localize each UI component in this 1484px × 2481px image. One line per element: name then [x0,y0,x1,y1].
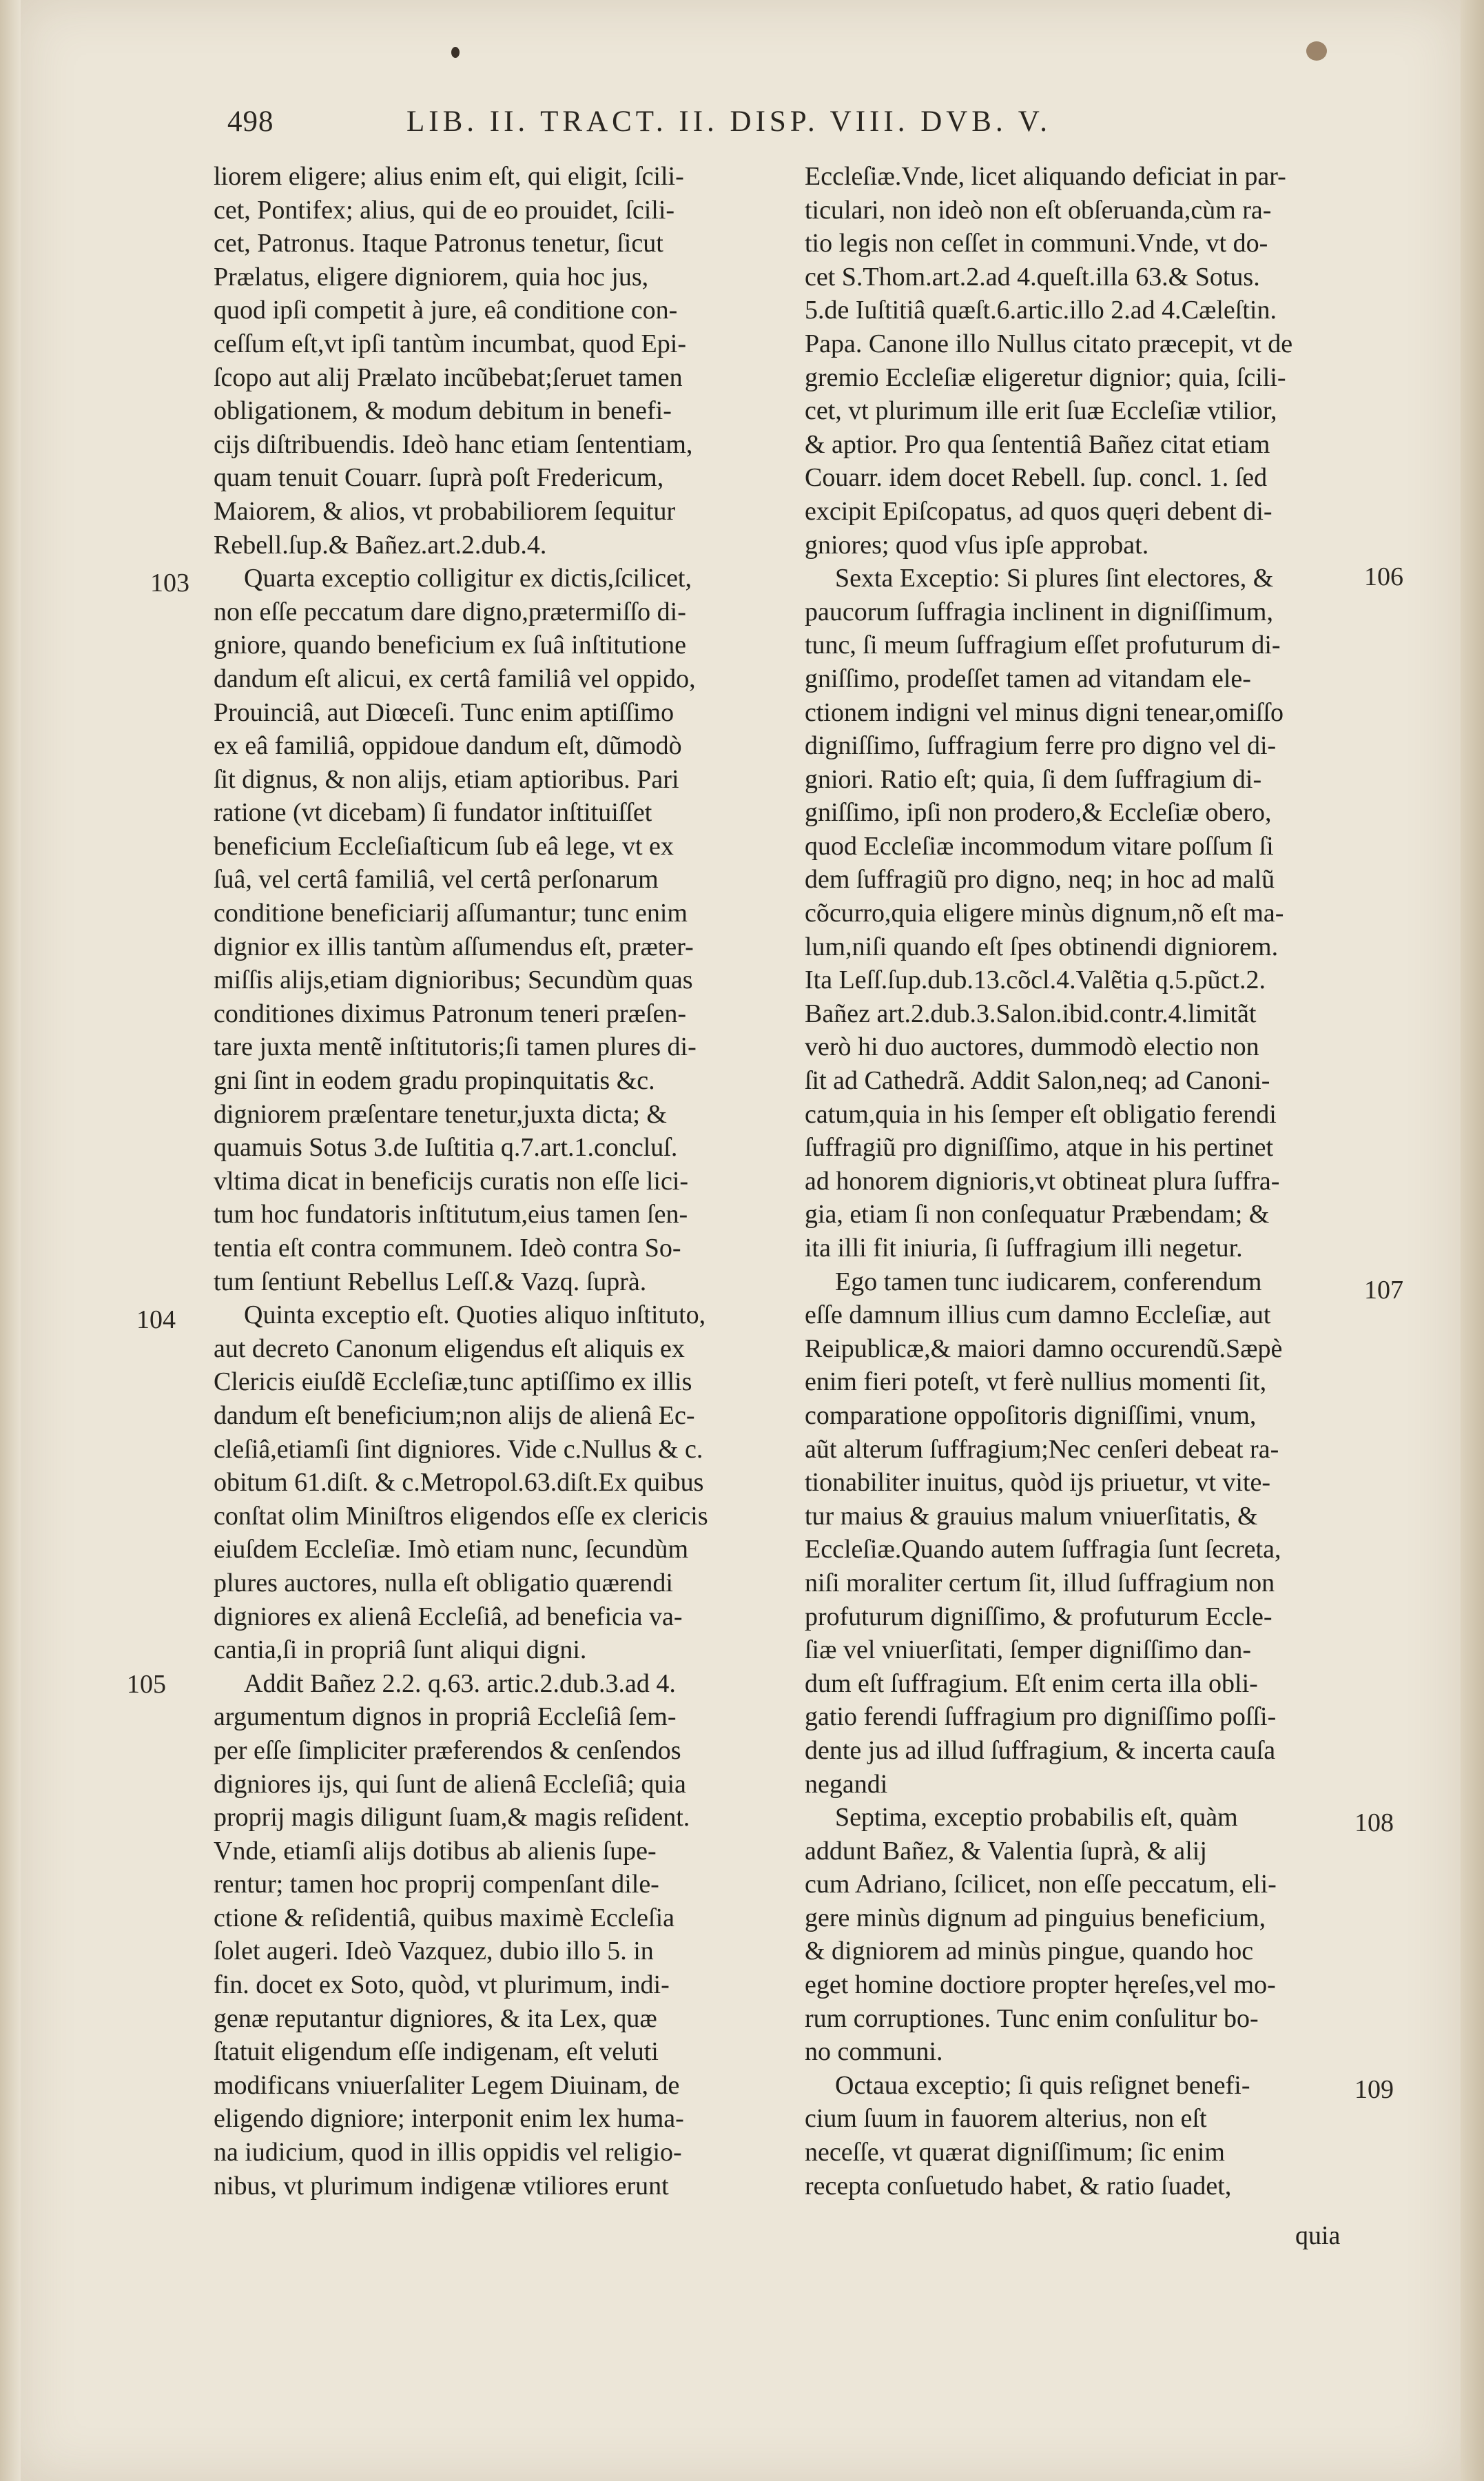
left-column-line: fin. docet ex Soto, quòd, vt plurimum, indi- [214,1970,670,2000]
left-column-line: tare juxta mentẽ inſtitutoris;ſi tamen plures di- [214,1032,697,1062]
left-column-line: genæ reputantur digniores, & ita Lex, quæ [214,2003,657,2033]
right-column-line: cet S.Thom.art.2.ad 4.queſt.illa 63.& Sotus. [805,262,1260,292]
left-column-line: ſuâ, vel certâ familiâ, vel certâ perſonarum [214,865,659,895]
right-column-line: Septima, exceptio probabilis eſt, quàm [835,1803,1238,1832]
left-column-line: proprij magis diligunt ſuam,& magis reſident. [214,1803,690,1832]
right-column-line: & aptior. Pro qua ſententiâ Bañez citat etiam [805,429,1270,459]
right-column-line: gniores; quod vſus ipſe approbat. [805,530,1149,560]
right-column-line: profuturum digniſſimo, & profuturum Eccle- [805,1602,1272,1631]
right-column-line: Ego tamen tunc iudicarem, conferendum [835,1267,1262,1296]
right-column-line: verò hi duo auctores, dummodò electio non [805,1032,1259,1062]
right-column-line: Papa. Canone illo Nullus citato præcepit, vt de [805,329,1293,358]
left-column-line: ſcopo aut alij Prælato incũbebat;ſeruet tamen [214,363,683,392]
left-column-line: quod ipſi competit à jure, eâ conditione con- [214,296,678,325]
right-column-line: 5.de Iuſtitiâ quæſt.6.artic.illo 2.ad 4.Cæleſtin. [805,296,1277,325]
page-number: 498 [227,105,274,138]
right-column-line: Reipublicæ,& maiori damno occurendũ.Sæpè [805,1334,1283,1363]
right-column-line: gremio Eccleſiæ eligeretur dignior; quia, ſcili- [805,363,1286,392]
margin-number-106: 106 [1364,562,1403,591]
right-column-line: cum Adriano, ſcilicet, non eſſe peccatum, eli- [805,1870,1277,1899]
right-column-line: gia, etiam ſi non conſequatur Præbendam; & [805,1200,1270,1229]
left-column-line: tum ſentiunt Rebellus Leſſ.& Vazq. ſuprà. [214,1267,647,1296]
left-column-line: na iudicium, quod in illis oppidis vel religio- [214,2138,682,2167]
left-column-line: conditiones diximus Patronum teneri præſen- [214,999,687,1028]
right-column-line: comparatione oppoſitoris digniſſimi, vnum, [805,1400,1257,1430]
right-column-line: eget homine doctiore propter hęreſes,vel mo- [805,1970,1276,2000]
left-column-line: cet, Patronus. Itaque Patronus tenetur, ſicut [214,229,663,258]
left-column-line: obligationem, & modum debitum in benefi- [214,396,672,426]
right-column-line: Ita Leſſ.ſup.dub.13.cõcl.4.Valẽtia q.5.pũct.2. [805,966,1266,995]
left-column-line: eiuſdem Eccleſiæ. Imò etiam nunc, ſecundùm [214,1535,689,1564]
right-column-line: dem ſuffragiũ pro digno, neq; in hoc ad malũ [805,865,1275,895]
right-column-line: tionabiliter inuitus, quòd ijs priuetur, vt vite- [805,1468,1271,1498]
right-column-line: niſi moraliter certum ſit, illud ſuffragium non [805,1568,1275,1597]
right-column-line: excipit Epiſcopatus, ad quos quęri debent di- [805,496,1272,526]
right-column-line: Octaua exceptio; ſi quis reſignet benefi- [835,2070,1250,2100]
left-column-line: aut decreto Canonum eligendus eſt aliquis ex [214,1334,685,1363]
right-column-line: ctionem indigni vel minus digni tenear,omiſſo [805,697,1284,727]
right-column-line: rum corruptiones. Tunc enim conſulitur bo- [805,2003,1259,2033]
right-column-line: neceſſe, vt quærat digniſſimum; ſic enim [805,2138,1225,2167]
right-column-line: no communi. [805,2037,943,2067]
right-text-column [805,160,1349,2203]
right-column-line: Eccleſiæ.Vnde, licet aliquando deficiat in par- [805,162,1286,191]
left-column-line: beneficium Eccleſiaſticum ſub eâ lege, vt ex [214,831,674,861]
left-column-line: conditione beneficiarij aſſumantur; tunc enim [214,899,688,928]
left-column-line: Prouinciâ, aut Diœceſi. Tunc enim aptiſſimo [214,697,674,727]
page-edge-right [1461,0,1484,2481]
right-column-line: cõcurro,quia eligere minùs dignum,nõ eſt ma- [805,899,1284,928]
right-column-line: & digniorem ad minùs pingue, quando hoc [805,1937,1254,1966]
left-column-line: ſit dignus, & non alijs, etiam aptioribus. Pari [214,764,679,794]
left-column-line: rentur; tamen hoc proprij compenſant dile- [214,1870,659,1899]
left-column-line: liorem eligere; alius enim eſt, qui eligit, ſcili- [214,162,684,191]
right-column-line: tunc, ſi meum ſuffragium eſſet profuturum di- [805,631,1281,660]
left-column-line: Addit Bañez 2.2. q.63. artic.2.dub.3.ad 4. [244,1668,676,1698]
left-column-line: ſtatuit eligendum eſſe indigenam, eſt veluti [214,2037,659,2067]
left-column-line: obitum 61.diſt. & c.Metropol.63.diſt.Ex quibus [214,1468,704,1498]
left-column-line: digniorem præſentare tenetur,juxta dicta; & [214,1099,667,1129]
margin-number-109: 109 [1354,2075,1394,2104]
right-column-line: ad honorem dignioris,vt obtineat plura ſuffra- [805,1166,1280,1196]
right-column-line: paucorum ſuffragia inclinent in digniſſimum, [805,597,1273,626]
right-column-line: quod Eccleſiæ incommodum vitare poſſum ſi [805,831,1274,861]
left-column-line: Quinta exceptio eſt. Quoties aliquo inſtituto, [244,1300,706,1330]
margin-number-107: 107 [1364,1276,1403,1305]
left-column-line: nibus, vt plurimum indigenæ vtiliores erunt [214,2171,669,2201]
left-text-column [214,160,758,2203]
left-column-line: Quarta exceptio colligitur ex dictis,ſcilicet, [244,564,692,593]
left-column-line: quamuis Sotus 3.de Iuſtitia q.7.art.1.concluſ. [214,1133,678,1163]
left-column-line: ratione (vt dicebam) ſi fundator inſtituiſſet [214,798,652,828]
left-column-line: digniores ijs, qui ſunt de alienâ Eccleſiâ; quia [214,1769,686,1799]
right-column-line: dum eſt ſuffragium. Eſt enim certa illa obli- [805,1668,1258,1698]
right-column-line: gniſſimo, prodeſſet tamen ad vitandam ele- [805,664,1251,693]
left-column-line: cijs diſtribuendis. Ideò hanc etiam ſententiam, [214,429,693,459]
right-column-line: cet, vt plurimum ille erit ſuæ Eccleſiæ vtilior, [805,396,1277,426]
right-column-line: Eccleſiæ.Quando autem ſuffragia ſunt ſecreta, [805,1535,1281,1564]
margin-number-108: 108 [1354,1808,1394,1837]
right-column-line: negandi [805,1769,888,1799]
left-column-line: Clericis eiuſdẽ Eccleſiæ,tunc aptiſſimo ex illis [214,1367,692,1397]
left-column-line: tum hoc fundatoris inſtitutum,eius tamen ſen- [214,1200,688,1229]
left-column-line: per eſſe ſimpliciter præferendos & cenſendos [214,1735,681,1765]
catchword: quia [1295,2221,1341,2250]
left-column-line: digniores ex alienâ Eccleſiâ, ad beneficia va- [214,1602,683,1631]
right-column-line: dente jus ad illud ſuffragium, & incerta cauſa [805,1735,1276,1765]
left-column-line: non eſſe peccatum dare digno,prætermiſſo di- [214,597,686,626]
margin-number-103: 103 [150,569,189,598]
right-column-line: ticulari, non ideò non eſt obſeruanda,cùm ra- [805,195,1272,225]
right-column-line: Sexta Exceptio: Si plures ſint electores, & [835,564,1274,593]
left-column-line: quam tenuit Couarr. ſuprà poſt Fredericum, [214,463,664,493]
foxing-spot [1306,41,1327,61]
right-column-line: gniori. Ratio eſt; quia, ſi dem ſuffragium di- [805,764,1262,794]
left-column-line: ctione & reſidentiâ, quibus maximè Eccleſia [214,1903,674,1932]
left-column-line: plures auctores, nulla eſt obligatio quærendi [214,1568,673,1597]
right-column-line: catum,quia in his ſemper eſt obligatio ferendi [805,1099,1277,1129]
right-column-line: ſiæ vel vniuerſitati, ſemper digniſſimo dan- [805,1635,1251,1665]
right-column-line: digniſſimo, ſuffragium ferre pro digno vel di- [805,731,1277,761]
running-header [227,105,1302,153]
right-column-line: tio legis non ceſſet in communi.Vnde, vt do- [805,229,1268,258]
right-column-line: gatio ferendi ſuffragium pro digniſſimo poſſi- [805,1702,1277,1732]
left-column-line: ex eâ familiâ, oppidoue dandum eſt, dũmodò [214,731,682,761]
left-column-line: ceſſum eſt,vt ipſi tantùm incumbat, quod Epi- [214,329,686,358]
left-column-line: gniore, quando beneficium ex ſuâ inſtitutione [214,631,686,660]
left-column-line: conſtat olim Miniſtros eligendos eſſe ex clericis [214,1501,708,1531]
right-column-line: enim fieri poteſt, vt ferè nullius momenti ſit, [805,1367,1267,1397]
right-column-line: Couarr. idem docet Rebell. ſup. concl. 1. ſed [805,463,1268,493]
right-column-line: ita illi fit iniuria, ſi ſuffragium illi negetur. [805,1234,1243,1263]
right-column-line: lum,niſi quando eſt ſpes obtinendi digniorem. [805,932,1279,961]
right-column-line: cium ſuum in fauorem alterius, non eſt [805,2104,1207,2134]
right-column-line: ſit ad Cathedrã. Addit Salon,neq; ad Canoni- [805,1066,1270,1096]
left-column-line: tentia eſt contra communem. Ideò contra So- [214,1234,681,1263]
left-column-line: cleſiâ,etiamſi ſint digniores. Vide c.Nullus & c. [214,1434,703,1464]
left-column-line: miſſis alijs,etiam dignioribus; Secundùm quas [214,966,693,995]
right-column-line: addunt Bañez, & Valentia ſuprà, & alij [805,1836,1207,1866]
left-column-line: eligendo digniore; interponit enim lex huma- [214,2104,684,2134]
right-column-line: eſſe damnum illius cum damno Eccleſiæ, aut [805,1300,1271,1330]
left-column-line: dignior ex illis tantùm aſſumendus eſt, præter- [214,932,694,961]
margin-number-105: 105 [127,1670,166,1699]
left-column-line: dandum eſt beneficium;non alijs de alienâ Ec- [214,1400,695,1430]
right-column-line: gniſſimo, ipſi non prodero,& Eccleſiæ obero, [805,798,1272,828]
left-column-line: gni ſint in eodem gradu propinquitatis &c. [214,1066,655,1096]
left-column-line: cantia,ſi in propriâ ſunt aliqui digni. [214,1635,587,1665]
right-column-line: gere minùs dignum ad pinguius beneficium, [805,1903,1266,1932]
left-column-line: Maiorem, & alios, vt probabiliorem ſequitur [214,496,676,526]
right-column-line: aũt alterum ſuffragium;Nec cenſeri debeat ra- [805,1434,1279,1464]
left-column-line: modificans vniuerſaliter Legem Diuinam, de [214,2070,680,2100]
left-column-line: argumentum dignos in propriâ Eccleſiâ ſem- [214,1702,677,1732]
left-column-line: Vnde, etiamſi alijs dotibus ab alienis ſupe- [214,1836,657,1866]
left-column-line: dandum eſt alicui, ex certâ familiâ vel oppido, [214,664,696,693]
ink-spot [451,47,460,58]
right-column-line: recepta conſuetudo habet, & ratio ſuadet, [805,2171,1232,2201]
left-column-line: Rebell.ſup.& Bañez.art.2.dub.4. [214,530,547,560]
margin-number-104: 104 [136,1305,176,1334]
page-gutter-left [0,0,21,2481]
left-column-line: cet, Pontifex; alius, qui de eo prouidet, ſcili- [214,195,675,225]
right-column-line: Bañez art.2.dub.3.Salon.ibid.contr.4.limitãt [805,999,1257,1028]
running-head-title: LIB. II. TRACT. II. DISP. VIII. DVB. V. [406,105,1051,138]
right-column-line: ſuffragiũ pro digniſſimo, atque in his pertinet [805,1133,1274,1163]
left-column-line: ſolet augeri. Ideò Vazquez, dubio illo 5. in [214,1937,654,1966]
left-column-line: vltima dicat in beneficijs curatis non eſſe lici- [214,1166,689,1196]
right-column-line: tur maius & grauius malum vniuerſitatis, & [805,1501,1258,1531]
left-column-line: Prælatus, eligere digniorem, quia hoc jus, [214,262,649,292]
